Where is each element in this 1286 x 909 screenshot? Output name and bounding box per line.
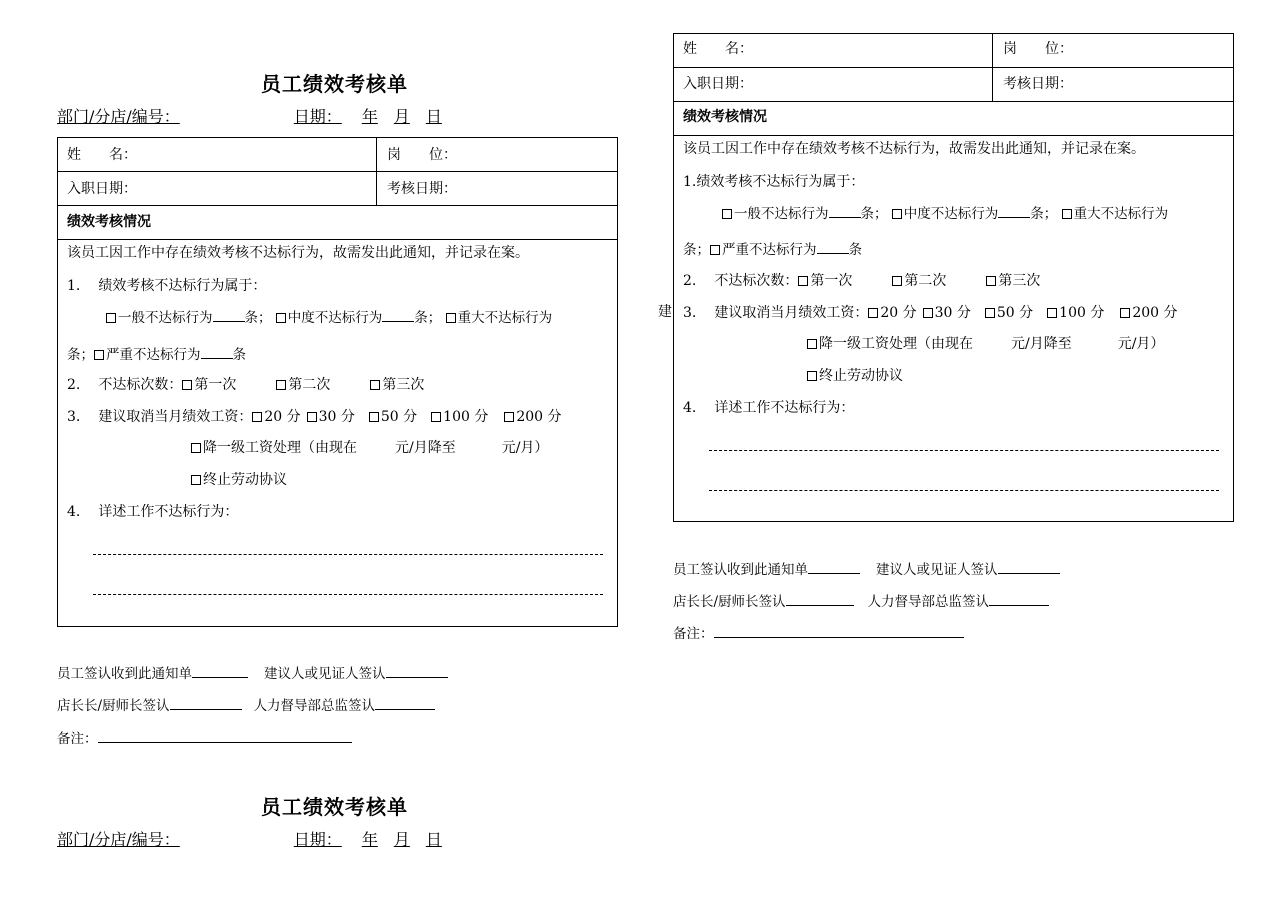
checkbox-pay-30-right[interactable]	[923, 308, 933, 318]
name-label: 姓 名：	[67, 147, 137, 163]
dept-date-line-2: 部门/分店/编号： 日期： 年 月 日	[57, 830, 442, 849]
employee-ack-blank-right[interactable]	[808, 561, 860, 574]
checkbox-terminate[interactable]	[191, 475, 201, 485]
intro-text-right: 该员工因工作中存在绩效考核不达标行为，故需发出此通知，并记录在案。	[683, 141, 1145, 157]
section-title-right: 绩效考核情况	[683, 109, 767, 125]
manager-blank[interactable]	[170, 697, 242, 710]
demote-option: 降一级工资处理（由现在 元/月降至 元/月）	[191, 437, 548, 457]
item-2: 2. 不达标次数： 第一次 第二次 第三次	[67, 377, 425, 393]
checkbox-pay-200-right[interactable]	[1120, 308, 1130, 318]
behavior-options-line2: 条； 严重不达标行为 条	[67, 347, 246, 363]
checkbox-major-right[interactable]	[1062, 209, 1072, 219]
demote-option-right: 降一级工资处理（由现在 元/月降至 元/月）	[807, 333, 1164, 353]
join-date-label-right: 入职日期：	[683, 76, 753, 92]
checkbox-serious[interactable]	[94, 350, 104, 360]
eval-date-label: 考核日期：	[387, 181, 457, 197]
intro-text: 该员工因工作中存在绩效考核不达标行为，故需发出此通知，并记录在案。	[67, 245, 529, 261]
position-label: 岗 位：	[387, 147, 457, 163]
position-label-right: 岗 位：	[1003, 41, 1073, 57]
detail-line-2-right[interactable]	[709, 490, 1219, 491]
behavior-options-line1: 一般不达标行为 条； 中度不达标行为 条； 重大不达标行为	[106, 306, 552, 326]
section-title: 绩效考核情况	[67, 214, 151, 230]
terminate-option-right: 终止劳动协议	[807, 365, 903, 385]
date-row-right	[674, 68, 1233, 102]
checkbox-pay-50-right[interactable]	[985, 308, 995, 318]
remark-blank-right[interactable]	[714, 625, 964, 638]
checkbox-demote-right[interactable]	[807, 339, 817, 349]
form-title-2: 员工绩效考核单	[261, 795, 408, 819]
checkbox-times-2-right[interactable]	[892, 276, 902, 286]
behavior-options-line1-right: 一般不达标行为 条； 中度不达标行为 条； 重大不达标行为	[722, 202, 1168, 222]
dept-label: 部门/分店/编号：	[57, 107, 180, 126]
remark-line: 备注：	[57, 727, 352, 747]
month-label: 月	[393, 107, 410, 126]
checkbox-general[interactable]	[106, 313, 116, 323]
checkbox-demote[interactable]	[191, 443, 201, 453]
year-label: 年	[361, 107, 378, 126]
stray-character: 建	[658, 304, 672, 320]
item-1-right: 1.绩效考核不达标行为属于：	[683, 174, 865, 190]
evaluation-form-left	[57, 137, 618, 627]
checkbox-major[interactable]	[446, 313, 456, 323]
remark-line-right: 备注：	[673, 622, 964, 642]
checkbox-general-right[interactable]	[722, 209, 732, 219]
proposer-blank-right[interactable]	[998, 561, 1060, 574]
checkbox-pay-100-right[interactable]	[1047, 308, 1057, 318]
hr-blank-right[interactable]	[989, 593, 1049, 606]
join-date-label: 入职日期：	[67, 181, 137, 197]
checkbox-pay-20-right[interactable]	[868, 308, 878, 318]
name-row	[58, 138, 617, 172]
item-4: 4. 详述工作不达标行为：	[67, 504, 239, 520]
item-3-right: 3. 建议取消当月绩效工资： 20 分 30 分 50 分 100 分 200 分	[683, 305, 1178, 321]
checkbox-times-3[interactable]	[370, 380, 380, 390]
item-2-right: 2. 不达标次数： 第一次 第二次 第三次	[683, 273, 1041, 289]
employee-ack-blank[interactable]	[192, 665, 248, 678]
remark-blank[interactable]	[98, 730, 352, 743]
terminate-option: 终止劳动协议	[191, 469, 287, 489]
signature-line-2: 店长长/厨师长签认 人力督导部总监签认	[57, 694, 435, 714]
item-4-right: 4. 详述工作不达标行为：	[683, 400, 855, 416]
checkbox-pay-20[interactable]	[252, 412, 262, 422]
detail-line-1[interactable]	[93, 554, 603, 555]
manager-blank-right[interactable]	[786, 593, 854, 606]
checkbox-terminate-right[interactable]	[807, 371, 817, 381]
checkbox-moderate-right[interactable]	[892, 209, 902, 219]
date-row	[58, 172, 617, 206]
detail-line-2[interactable]	[93, 594, 603, 595]
checkbox-serious-right[interactable]	[710, 245, 720, 255]
name-label-right: 姓 名：	[683, 41, 753, 57]
checkbox-pay-100[interactable]	[431, 412, 441, 422]
section-row	[58, 206, 617, 240]
signature-line-2-right: 店长长/厨师长签认 人力督导部总监签认	[673, 590, 1049, 610]
evaluation-form-right	[673, 33, 1234, 522]
checkbox-pay-50[interactable]	[369, 412, 379, 422]
signature-line-1-right: 员工签认收到此通知单 建议人或见证人签认	[673, 558, 1060, 578]
item-1: 1. 绩效考核不达标行为属于：	[67, 278, 267, 294]
date-label: 日期：	[293, 107, 342, 126]
hr-blank[interactable]	[375, 697, 435, 710]
item-3: 3. 建议取消当月绩效工资： 20 分 30 分 50 分 100 分 200 分	[67, 409, 562, 425]
checkbox-times-1-right[interactable]	[798, 276, 808, 286]
section-row-right	[674, 102, 1233, 136]
checkbox-times-2[interactable]	[276, 380, 286, 390]
proposer-blank[interactable]	[386, 665, 448, 678]
checkbox-times-1[interactable]	[182, 380, 192, 390]
checkbox-times-3-right[interactable]	[986, 276, 996, 286]
day-label: 日	[425, 107, 442, 126]
checkbox-pay-30[interactable]	[307, 412, 317, 422]
eval-date-label-right: 考核日期：	[1003, 76, 1073, 92]
checkbox-pay-200[interactable]	[504, 412, 514, 422]
signature-line-1: 员工签认收到此通知单 建议人或见证人签认	[57, 662, 448, 682]
checkbox-moderate[interactable]	[276, 313, 286, 323]
name-row-right	[674, 34, 1233, 68]
dept-date-line	[57, 104, 442, 127]
behavior-options-line2-right: 条； 严重不达标行为 条	[683, 242, 862, 258]
detail-line-1-right[interactable]	[709, 450, 1219, 451]
form-title: 员工绩效考核单	[261, 72, 408, 96]
